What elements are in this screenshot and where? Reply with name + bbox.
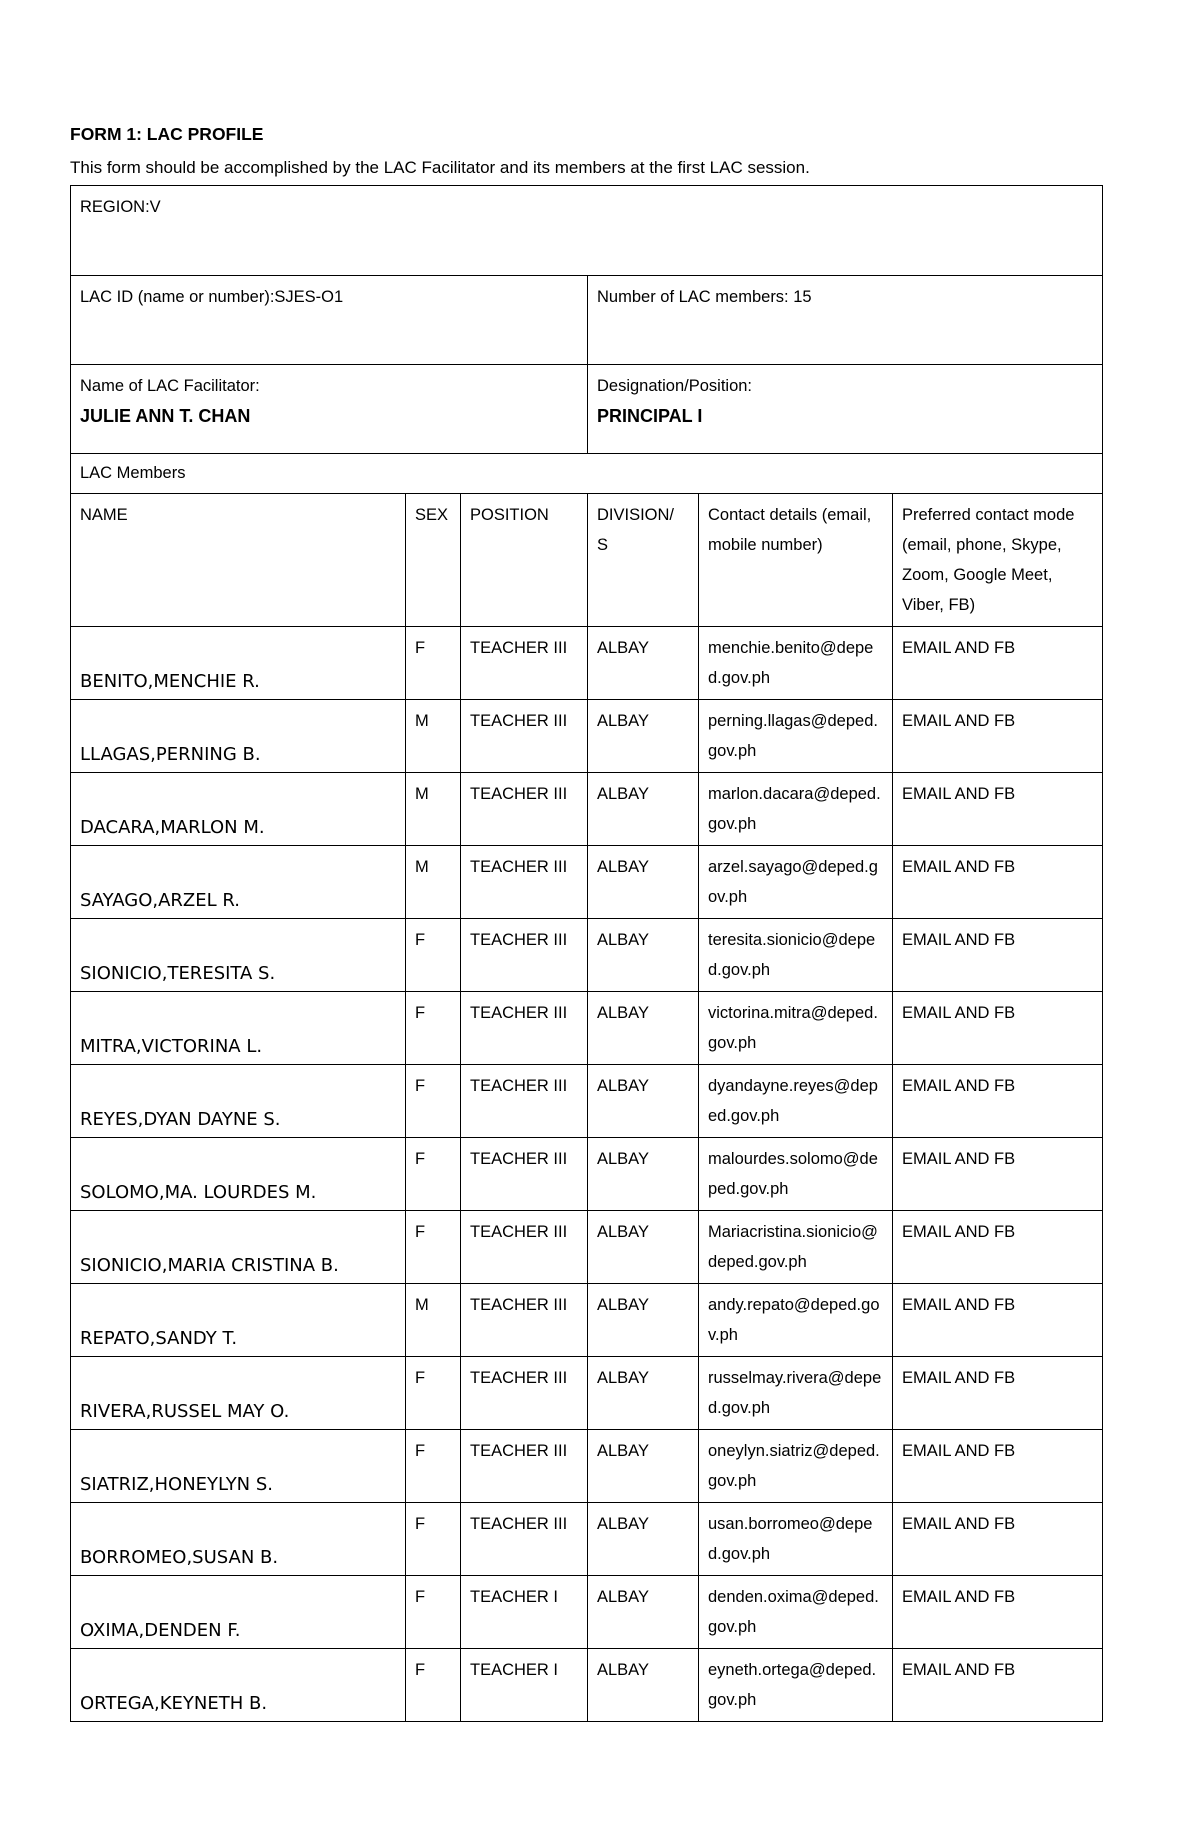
member-position: TEACHER I: [461, 1576, 588, 1649]
member-sex: F: [406, 992, 461, 1065]
member-sex: F: [406, 1211, 461, 1284]
member-sex: F: [406, 1649, 461, 1722]
member-contact: perning.llagas@deped.gov.ph: [699, 700, 893, 773]
member-division: ALBAY: [588, 1211, 699, 1284]
member-name: SOLOMO,MA. LOURDES M.: [71, 1138, 406, 1211]
member-name: OXIMA,DENDEN F.: [71, 1576, 406, 1649]
member-name: BENITO,MENCHIE R.: [71, 627, 406, 700]
member-position: TEACHER I: [461, 1649, 588, 1722]
member-contact: denden.oxima@deped.gov.ph: [699, 1576, 893, 1649]
member-sex: F: [406, 1503, 461, 1576]
table-row: [71, 627, 1103, 700]
member-position: TEACHER III: [461, 1284, 588, 1357]
member-name: MITRA,VICTORINA L.: [71, 992, 406, 1065]
table-row: [71, 992, 1103, 1065]
member-name: ORTEGA,KEYNETH B.: [71, 1649, 406, 1722]
member-division: ALBAY: [588, 1065, 699, 1138]
member-contact: teresita.sionicio@deped.gov.ph: [699, 919, 893, 992]
designation-cell: [588, 365, 1103, 454]
member-position: TEACHER III: [461, 992, 588, 1065]
member-sex: M: [406, 1284, 461, 1357]
member-contact: marlon.dacara@deped.gov.ph: [699, 773, 893, 846]
member-sex: M: [406, 700, 461, 773]
header-name: NAME: [71, 494, 406, 627]
member-preferred: EMAIL AND FB: [893, 773, 1103, 846]
header-position: POSITION: [461, 494, 588, 627]
member-preferred: EMAIL AND FB: [893, 1649, 1103, 1722]
member-position: TEACHER III: [461, 919, 588, 992]
member-position: TEACHER III: [461, 773, 588, 846]
table-row: [71, 1211, 1103, 1284]
member-preferred: EMAIL AND FB: [893, 992, 1103, 1065]
members-label-row: [71, 454, 1103, 494]
table-row: [71, 1649, 1103, 1722]
member-division: ALBAY: [588, 846, 699, 919]
member-preferred: EMAIL AND FB: [893, 846, 1103, 919]
member-division: ALBAY: [588, 700, 699, 773]
facilitator-cell: [71, 365, 588, 454]
table-row: [71, 773, 1103, 846]
member-contact: victorina.mitra@deped.gov.ph: [699, 992, 893, 1065]
member-name: SIONICIO,TERESITA S.: [71, 919, 406, 992]
member-contact: andy.repato@deped.gov.ph: [699, 1284, 893, 1357]
table-row: [71, 1284, 1103, 1357]
table-row: [71, 919, 1103, 992]
member-name: SAYAGO,ARZEL R.: [71, 846, 406, 919]
member-contact: dyandayne.reyes@deped.gov.ph: [699, 1065, 893, 1138]
member-division: ALBAY: [588, 627, 699, 700]
table-row: [71, 700, 1103, 773]
facilitator-name: JULIE ANN T. CHAN: [80, 406, 251, 426]
region-cell: REGION:V: [71, 186, 1103, 276]
member-position: TEACHER III: [461, 1503, 588, 1576]
table-row: [71, 1503, 1103, 1576]
table-row: [71, 1576, 1103, 1649]
member-preferred: EMAIL AND FB: [893, 919, 1103, 992]
lac-id-cell: LAC ID (name or number):SJES-O1: [71, 276, 588, 365]
member-name: LLAGAS,PERNING B.: [71, 700, 406, 773]
table-row: [71, 846, 1103, 919]
member-preferred: EMAIL AND FB: [893, 700, 1103, 773]
member-name: REYES,DYAN DAYNE S.: [71, 1065, 406, 1138]
member-preferred: EMAIL AND FB: [893, 627, 1103, 700]
member-contact: eyneth.ortega@deped.gov.ph: [699, 1649, 893, 1722]
members-count-cell: Number of LAC members: 15: [588, 276, 1103, 365]
lac-profile-table: [70, 185, 1103, 1722]
member-sex: F: [406, 627, 461, 700]
member-preferred: EMAIL AND FB: [893, 1357, 1103, 1430]
member-name: RIVERA,RUSSEL MAY O.: [71, 1357, 406, 1430]
member-contact: russelmay.rivera@deped.gov.ph: [699, 1357, 893, 1430]
member-sex: F: [406, 1065, 461, 1138]
members-label-cell: LAC Members: [71, 454, 1103, 494]
member-division: ALBAY: [588, 1503, 699, 1576]
member-preferred: EMAIL AND FB: [893, 1138, 1103, 1211]
table-row: [71, 1138, 1103, 1211]
member-name: DACARA,MARLON M.: [71, 773, 406, 846]
header-contact: Contact details (email, mobile number): [699, 494, 893, 627]
member-position: TEACHER III: [461, 700, 588, 773]
member-division: ALBAY: [588, 773, 699, 846]
member-contact: Mariacristina.sionicio@deped.gov.ph: [699, 1211, 893, 1284]
member-sex: F: [406, 1138, 461, 1211]
member-division: ALBAY: [588, 1576, 699, 1649]
member-division: ALBAY: [588, 1357, 699, 1430]
member-preferred: EMAIL AND FB: [893, 1211, 1103, 1284]
member-division: ALBAY: [588, 1138, 699, 1211]
member-position: TEACHER III: [461, 627, 588, 700]
member-sex: F: [406, 1430, 461, 1503]
member-sex: F: [406, 1576, 461, 1649]
table-header-row: [71, 494, 1103, 627]
table-row: [71, 1430, 1103, 1503]
facilitator-row: [71, 365, 1103, 454]
member-name: SIONICIO,MARIA CRISTINA B.: [71, 1211, 406, 1284]
member-position: TEACHER III: [461, 846, 588, 919]
member-name: SIATRIZ,HONEYLYN S.: [71, 1430, 406, 1503]
designation-value: PRINCIPAL I: [597, 406, 703, 426]
facilitator-label: Name of LAC Facilitator:: [80, 377, 260, 395]
member-position: TEACHER III: [461, 1357, 588, 1430]
header-sex: SEX: [406, 494, 461, 627]
member-position: TEACHER III: [461, 1430, 588, 1503]
member-contact: usan.borromeo@deped.gov.ph: [699, 1503, 893, 1576]
member-sex: M: [406, 773, 461, 846]
member-preferred: EMAIL AND FB: [893, 1430, 1103, 1503]
form-title: FORM 1: LAC PROFILE: [70, 124, 264, 144]
member-contact: menchie.benito@deped.gov.ph: [699, 627, 893, 700]
member-preferred: EMAIL AND FB: [893, 1284, 1103, 1357]
table-row: [71, 1357, 1103, 1430]
member-position: TEACHER III: [461, 1138, 588, 1211]
member-division: ALBAY: [588, 992, 699, 1065]
member-contact: oneylyn.siatriz@deped.gov.ph: [699, 1430, 893, 1503]
member-preferred: EMAIL AND FB: [893, 1576, 1103, 1649]
member-division: ALBAY: [588, 1430, 699, 1503]
member-sex: M: [406, 846, 461, 919]
member-name: REPATO,SANDY T.: [71, 1284, 406, 1357]
member-sex: F: [406, 1357, 461, 1430]
member-name: BORROMEO,SUSAN B.: [71, 1503, 406, 1576]
member-division: ALBAY: [588, 1284, 699, 1357]
designation-label: Designation/Position:: [597, 377, 753, 395]
member-contact: malourdes.solomo@deped.gov.ph: [699, 1138, 893, 1211]
member-preferred: EMAIL AND FB: [893, 1065, 1103, 1138]
lac-id-row: [71, 276, 1103, 365]
region-row: [71, 186, 1103, 276]
member-division: ALBAY: [588, 1649, 699, 1722]
member-contact: arzel.sayago@deped.gov.ph: [699, 846, 893, 919]
form-instructions: This form should be accomplished by the LAC Facilitator and its members at the first LAC session.: [70, 158, 810, 177]
member-division: ALBAY: [588, 919, 699, 992]
header-division: DIVISION/ S: [588, 494, 699, 627]
member-position: TEACHER III: [461, 1065, 588, 1138]
member-sex: F: [406, 919, 461, 992]
table-row: [71, 1065, 1103, 1138]
member-position: TEACHER III: [461, 1211, 588, 1284]
header-preferred: Preferred contact mode (email, phone, Skype, Zoom, Google Meet, Viber, FB): [893, 494, 1103, 627]
member-preferred: EMAIL AND FB: [893, 1503, 1103, 1576]
